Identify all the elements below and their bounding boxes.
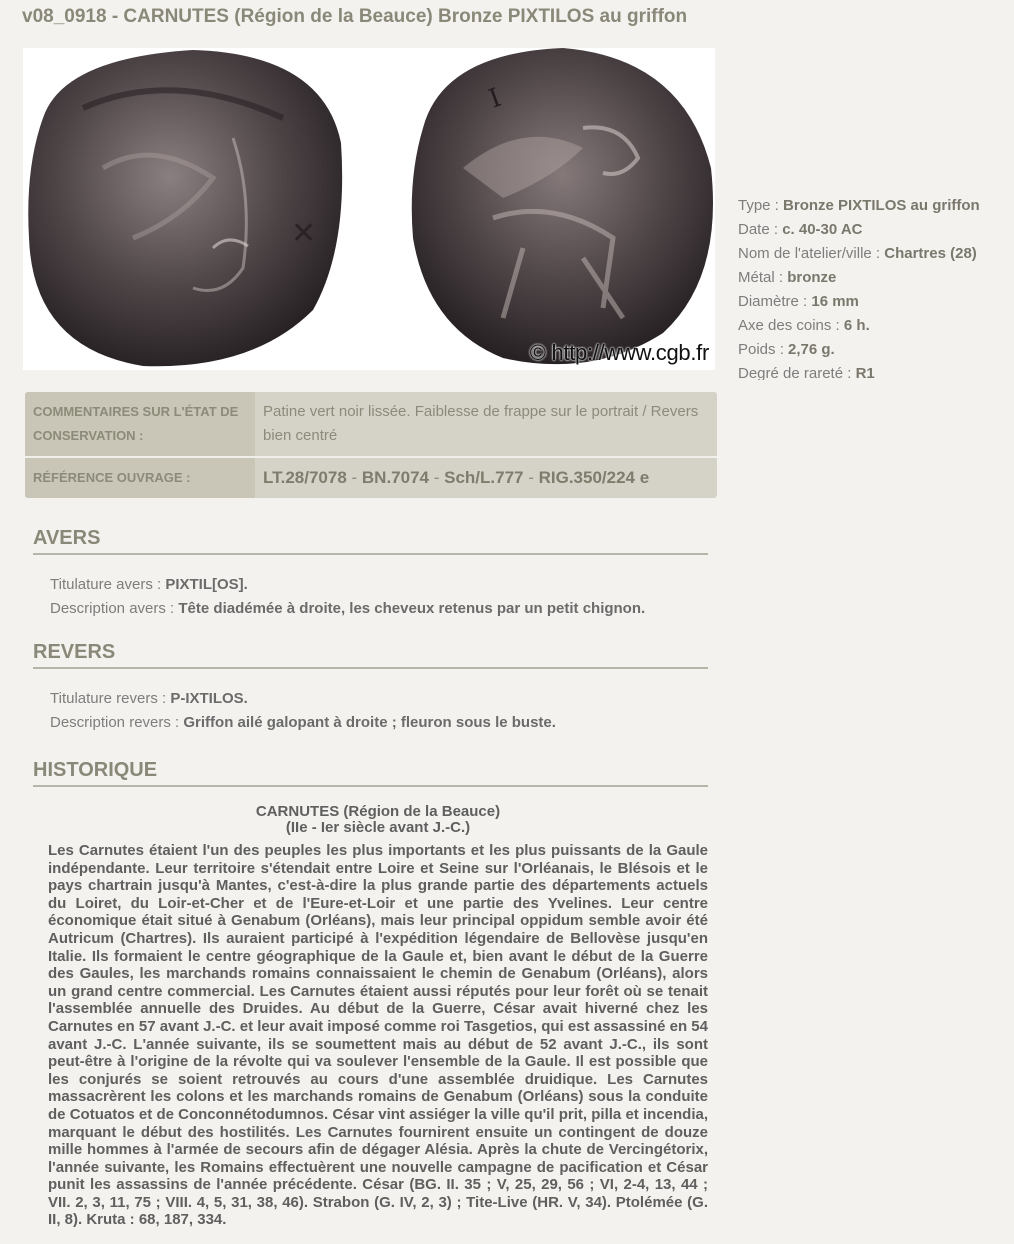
spec-diameter: Diamètre : 16 mm [738, 293, 859, 310]
reverse-coin [412, 48, 713, 364]
conservation-value: Patine vert noir lissée. Faiblesse de frappe sur le portrait / Revers bien centré [255, 392, 717, 456]
revers-heading: REVERS [33, 641, 708, 669]
spec-type: Type : Bronze PIXTILOS au griffon [738, 197, 980, 214]
reference-item: RIG.350/224 e [538, 468, 650, 487]
copyright-watermark: © http://www.cgb.fr [529, 340, 709, 365]
spec-metal: Métal : bronze [738, 269, 837, 286]
spec-die-axis: Axe des coins : 6 h. [738, 317, 870, 334]
reference-item: BN.7074 [361, 468, 430, 487]
conservation-row [25, 392, 717, 456]
coin-photo[interactable] [23, 48, 715, 370]
revers-titulature: Titulature revers : P-IXTILOS. [50, 690, 248, 707]
specs-list [738, 194, 1008, 380]
historique-heading: HISTORIQUE [33, 759, 708, 787]
spec-rarity: Degré de rareté : R1 [738, 365, 875, 380]
conservation-label: COMMENTAIRES SUR L'ÉTAT DE CONSERVATION : [25, 392, 255, 456]
reference-row [25, 456, 717, 498]
spec-mint: Nom de l'atelier/ville : Chartres (28) [738, 245, 977, 262]
historique-title: CARNUTES (Région de la Beauce) (IIe - Ier siècle avant J.-C.) [255, 803, 501, 836]
historique-text: Les Carnutes étaient l'un des peuples les plus importants et les plus puissants de la Gaule indépendante. Leur territoire s'étendait entre Loire et Seine sur l'Orléanais, le Blésois et le pays chartrain jusqu'à Mantes, c'est-à-dire la plus grande partie des départements actuels du Loiret, du Loir-et-Cher et de l'Eure-et-Loir et une partie des Yvelines. Leur centre économique était situé à Genabum (Orléans), mais leur principal oppidum semble avoir été Autricum (Chartres). Ils auraient participé à l'expédition légendaire de Bellovèse jusqu'en Italie. Ils formaient le centre géographique de la Gaule et, bien avant le début de la Guerre des Gaules, les marchands romains connaissaient le chemin de Genabum (Orléans), alors un grand centre commercial. Les Carnutes étaient aussi réputés pour leur forêt où se tenait l'assemblée annuelle des Druides. Au début de la Guerre, César avait hiverné chez les Carnutes en 57 avant J.-C. et leur avait imposé comme roi Tasgetios, qui est assassiné en 54 avant J.-C. L'année suivante, ils se soumettent mais au début de 52 avant J.-C., ils sont peut-être à l'origine de la révolte qui va soulever l'ensemble de la Gaule. Il est possible que les conjurés se soient retrouvés au cours d'une assemblée druidique. Les Carnutes massacrèrent les colons et les marchands romains de Genabum (Orléans) sous la conduite de Cotuatos et de Conconnétodumnos. César vint assiéger la ville qu'il prit, pilla et incendia, marquant le début des hostilités. Les Carnutes fournirent ensuite un contingent de douze mille hommes à l'armée de secours afin de dégager Alésia. Après la chute de Vercingétorix, l'année suivante, les Romains effectuèrent une nouvelle campagne de pacification et César punit les assassins de l'année précédente. César (BG. II. 35 ; V, 25, 29, 56 ; VI, 2-4, 13, 44 ; VII. 2, 3, 11, 75 ; VIII. 4, 5, 31, 38, 46). Strabon (G. IV, 2, 3) ; Tite-Live (HR. V, 34). Ptolémée (G. II, 8). Kruta : 68, 187, 334. [48, 842, 708, 1229]
reference-label: RÉFÉRENCE OUVRAGE : [25, 458, 255, 498]
avers-heading: AVERS [33, 527, 708, 555]
reference-item: Sch/L.777 [444, 468, 524, 487]
avers-description: Description avers : Tête diadémée à droite, les cheveux retenus par un petit chignon. [50, 600, 646, 617]
conservation-reference-table [25, 392, 717, 498]
obverse-coin [28, 50, 342, 366]
svg-text:I: I [485, 82, 506, 115]
spec-date: Date : c. 40-30 AC [738, 221, 863, 238]
reference-value: LT.28/7078 - BN.7074 - Sch/L.777 - RIG.350/224 e [255, 458, 717, 498]
avers-titulature: Titulature avers : PIXTIL[OS]. [50, 576, 248, 593]
revers-description: Description revers : Griffon ailé galopant à droite ; fleuron sous le buste. [50, 714, 556, 731]
reference-item: LT.28/7078 [263, 468, 347, 487]
svg-text:✕: ✕ [291, 216, 317, 251]
coin-image [23, 48, 715, 370]
spec-weight: Poids : 2,76 g. [738, 341, 835, 358]
page-title: v08_0918 - CARNUTES (Région de la Beauce) Bronze PIXTILOS au griffon [22, 6, 688, 27]
